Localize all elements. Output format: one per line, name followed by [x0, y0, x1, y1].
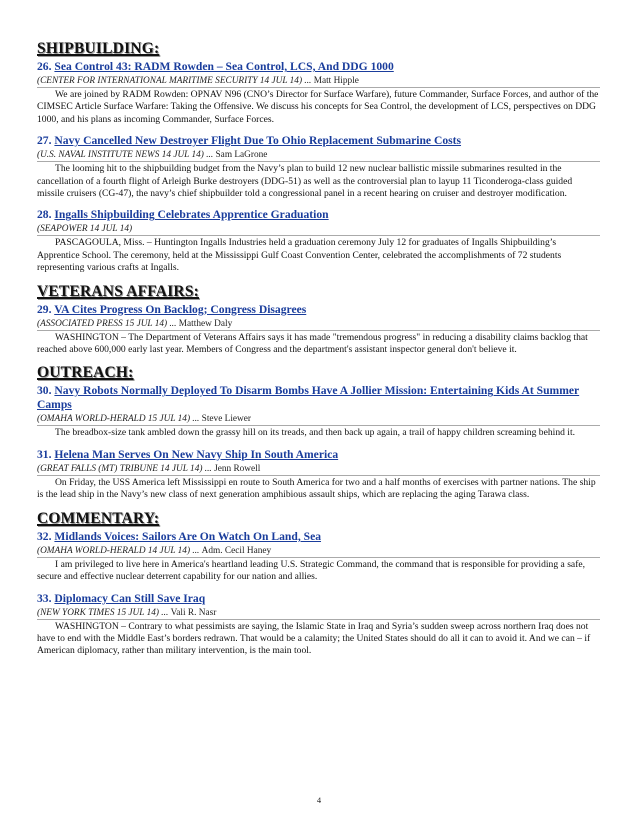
- article-number: 27.: [37, 134, 52, 148]
- article-source: [37, 318, 600, 331]
- source-outlet: (U.S. NAVAL INSTITUTE NEWS 14 JUL 14) ...: [37, 150, 214, 161]
- document-page: [37, 40, 600, 666]
- article-title-link[interactable]: [37, 448, 600, 462]
- article-summary: PASCAGOULA, Miss. – Huntington Ingalls Industries held a graduation ceremony July 12 for graduates of Ingalls Shipbuilding’s Apprentice School. The ceremony, held at the Mississippi Gulf Coast Convention Center, celebrated the accomplishments of 72 students representing various crafts at Ingalls.: [37, 237, 562, 274]
- section-heading: COMMENTARY:: [37, 509, 160, 527]
- article-33: [37, 592, 600, 658]
- page-number: 4: [316, 795, 322, 805]
- article-source: [37, 463, 600, 476]
- article-title-link[interactable]: [37, 60, 600, 74]
- section-commentary: [37, 510, 600, 658]
- source-outlet: (NEW YORK TIMES 15 JUL 14) ...: [37, 607, 169, 618]
- article-title[interactable]: Diplomacy Can Still Save Iraq: [54, 591, 206, 605]
- article-title[interactable]: Sea Control 43: RADM Rowden – Sea Control, LCS, And DDG 1000: [54, 60, 394, 73]
- section-shipbuilding: [37, 40, 600, 275]
- section-heading: SHIPBUILDING:: [37, 40, 160, 57]
- article-26: [37, 60, 600, 126]
- article-title-link[interactable]: [37, 592, 600, 606]
- article-title-link[interactable]: [37, 303, 600, 317]
- article-28: [37, 208, 600, 274]
- article-title[interactable]: VA Cites Progress On Backlog; Congress Disagrees: [54, 302, 307, 316]
- article-summary: The breadbox-size tank ambled down the grassy hill on its treads, and then back up again, a trail of happy children screaming behind it.: [55, 427, 576, 439]
- source-outlet: (GREAT FALLS (MT) TRIBUNE 14 JUL 14) ...: [37, 463, 212, 474]
- section-veterans-affairs: [37, 283, 600, 357]
- article-30: [37, 384, 600, 439]
- article-number: 32.: [37, 529, 52, 543]
- article-29: [37, 303, 600, 357]
- article-author: Vali R. Nasr: [170, 607, 217, 618]
- source-outlet: (OMAHA WORLD-HERALD 15 JUL 14) ...: [37, 414, 200, 425]
- article-title-link[interactable]: [37, 384, 600, 412]
- article-title-link[interactable]: [37, 134, 600, 148]
- article-title-link[interactable]: [37, 530, 600, 544]
- source-outlet: (SEAPOWER 14 JUL 14): [37, 224, 133, 235]
- article-summary: The looming hit to the shipbuilding budget from the Navy’s plan to build 12 new nuclear ballistic missile submarines resulted in the cancellation of a fourth flight of Arleigh Burke destroyers (DDG-51) as well as the controversial plan to layup 11 Ticonderoga-class guided missile cruisers (CG-47), the navy’s chief shipbuilder told a congressional panel in a recent hearing on cruiser and destroyer modification.: [37, 163, 573, 200]
- section-outreach: [37, 364, 600, 501]
- article-title[interactable]: Ingalls Shipbuilding Celebrates Apprentice Graduation: [54, 208, 329, 222]
- article-source: [37, 75, 600, 88]
- article-title[interactable]: Navy Cancelled New Destroyer Flight Due To Ohio Replacement Submarine Costs: [54, 134, 462, 148]
- article-number: 30.: [37, 384, 52, 398]
- article-author: Jenn Rowell: [214, 463, 261, 474]
- article-title[interactable]: Navy Robots Normally Deployed To Disarm Bombs Have A Jollier Mission: Entertaining Kids At Summer Camps: [37, 384, 580, 412]
- article-author: Sam LaGrone: [215, 150, 268, 161]
- article-summary: On Friday, the USS America left Mississippi en route to South America for two and a half months of exercises with partner nations. The ship is the lead ship in the Navy’s new class of next generation amphibious assault ships, which are replacing the aging Tarawa class.: [37, 476, 596, 501]
- article-author: Adm. Cecil Haney: [201, 545, 272, 556]
- article-summary: We are joined by RADM Rowden: OPNAV N96 (CNO’s Director for Surface Warfare), future Commander, Surface Forces, and author of the CIMSEC Article Surface Warfare: Taking the Offensive. We discuss his concepts for Sea Control, the development of LCS, perspectives on DDG 1000, and his plans as incoming Commander, Surface Forces.: [37, 89, 599, 125]
- article-number: 33.: [37, 591, 52, 605]
- article-source: [37, 545, 600, 558]
- article-summary: I am privileged to live here in America's heartland leading U.S. Strategic Command, the command that is responsible for providing a safe, secure and effective nuclear deterrent capability for our nation and allies.: [37, 558, 586, 583]
- article-title[interactable]: Midlands Voices: Sailors Are On Watch On Land, Sea: [54, 529, 322, 543]
- article-source: [37, 149, 600, 162]
- article-author: Steve Liewer: [201, 414, 251, 425]
- source-outlet: (OMAHA WORLD-HERALD 14 JUL 14) ...: [37, 545, 200, 556]
- article-summary: WASHINGTON – Contrary to what pessimists are saying, the Islamic State in Iraq and Syria’s sudden sweep across northern Iraq does not have to end with the Middle East’s borders redrawn. That would be a calamity; the United States should do all it can to avoid it. And we can – if American diplomacy, rather than military intervention, is the main tool.: [37, 620, 591, 657]
- article-number: 31.: [37, 447, 52, 461]
- source-outlet: (ASSOCIATED PRESS 15 JUL 14) ...: [37, 318, 177, 329]
- section-heading: VETERANS AFFAIRS:: [37, 282, 200, 300]
- article-32: [37, 530, 600, 584]
- article-27: [37, 134, 600, 200]
- article-source: [37, 413, 600, 426]
- article-summary: WASHINGTON – The Department of Veterans Affairs says it has made "tremendous progress" in reducing a disability claims backlog that reached above 600,000 early last year. Members of Congress and the department's assistant inspector general don't believe it.: [37, 331, 588, 356]
- article-31: [37, 448, 600, 502]
- article-number: 29.: [37, 302, 52, 316]
- article-author: Matt Hipple: [313, 76, 359, 86]
- article-number: 28.: [37, 208, 52, 222]
- article-number: 26.: [37, 60, 52, 73]
- article-title-link[interactable]: [37, 208, 600, 222]
- article-author: Matthew Daly: [178, 318, 233, 329]
- article-source: [37, 223, 600, 236]
- source-outlet: (CENTER FOR INTERNATIONAL MARITIME SECURITY 14 JUL 14) ...: [37, 76, 312, 86]
- article-title[interactable]: Helena Man Serves On New Navy Ship In South America: [54, 447, 339, 461]
- article-source: [37, 607, 600, 620]
- section-heading: OUTREACH:: [37, 364, 134, 382]
